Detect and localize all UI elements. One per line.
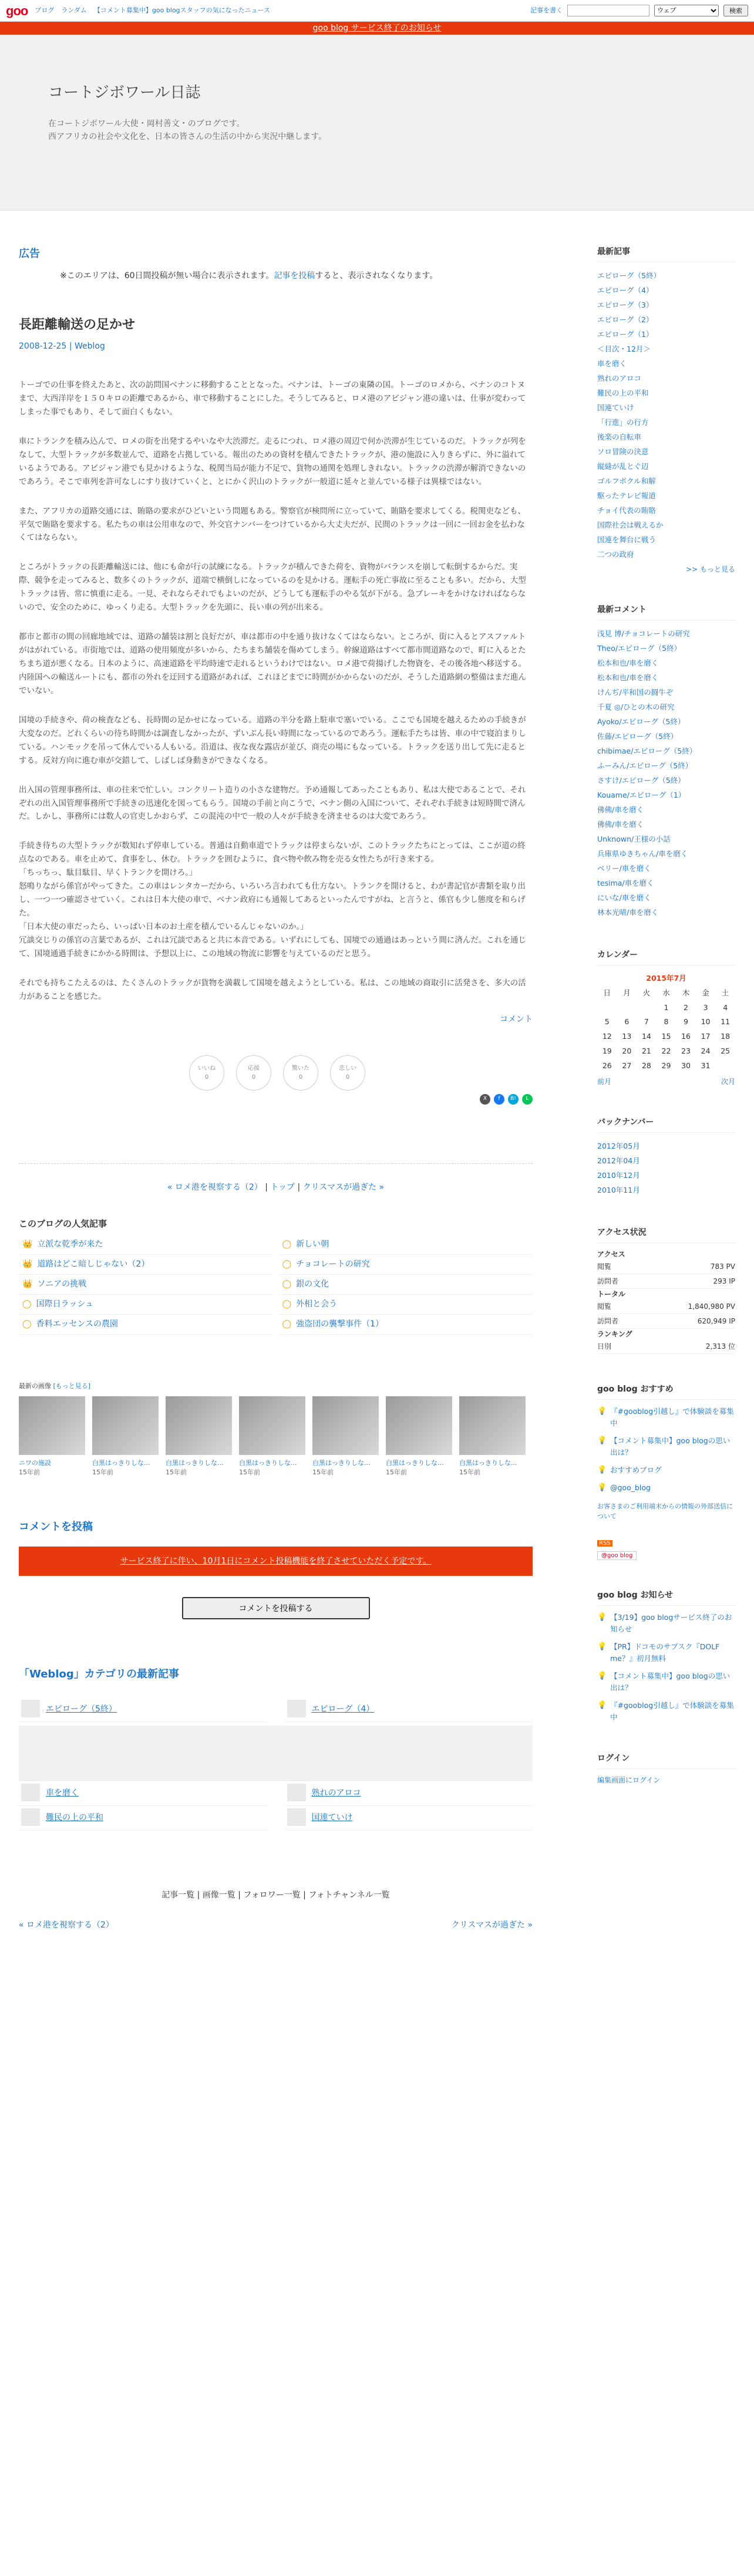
calendar-heading: カレンダー <box>597 949 735 965</box>
news-item[interactable]: 💡 【PR】ドコモのサプスク『DOLF me？』初月無料 <box>597 1641 735 1665</box>
blog-header <box>0 35 754 211</box>
latest-images <box>19 1382 533 1478</box>
top-link[interactable]: トップ <box>270 1182 295 1192</box>
popular-item[interactable]: ◯ チョコレートの研究 <box>279 1255 533 1275</box>
footer-prev-link[interactable]: « ロメ港を視察する（2） <box>19 1920 114 1930</box>
recommend-item[interactable]: 💡 【コメント募集中】goo blogの思い出は？ <box>597 1435 735 1459</box>
news-heading: goo blog お知らせ <box>597 1589 735 1606</box>
popular-item[interactable]: ◯ 強盗団の襲撃事件（1） <box>279 1315 533 1335</box>
goo-logo[interactable]: goo <box>6 3 28 18</box>
paragraph: トーゴでの仕事を終えたあと、次の訪問国ベナンに移動することとなった。ベナンは、トーゴの東隣の国。トーゴのロメから、ベナンのコトヌまで、大西洋岸を１５０キロの距離であるから、車で移動することにした。そうしてみると、ロメ港のアビジャン港の違いは、仕事が変わってしまった事でもあり、そして面白くもない。 <box>19 380 526 417</box>
calendar-day: 26 <box>602 1061 612 1070</box>
recent-article-link[interactable]: エピローグ（3） <box>597 301 654 309</box>
recent-comment-link[interactable]: Kouame/エピローグ（1） <box>597 791 686 799</box>
image-thumb[interactable]: 白黒はっきりしな... 15年前 <box>166 1396 232 1478</box>
calendar-weekday: 土 <box>721 988 729 997</box>
calendar-day: 5 <box>604 1017 610 1027</box>
main-column: 広告 ※このエリアは、60日間投稿が無い場合に表示されます。記事を投稿すると、表示されなくなります。 長距離輸送の足かせ 2008-12-25 | Weblog トーゴでの仕事を終えたあと、次の訪問国ベナンに移動することとなった。ベナンは、トーゴの東隣の国。トーゴのロメから、ベナンのコトヌまで、大西洋岸を１５０キロの距離であるから、車で移動することにした。そうしてみると、ロメ港のアビジャン港の違いは、仕事が変わってしまった事でもあり、そして面白くもない。 車にトランクを積み込んで、ロメの街を出発するやいなや大渋滞だ。走るにつれ、ロメ港の周辺で何か渋滞が生じているのだ。トラックが列をなして、大型トラックが多数並んで、道路を占拠している。報出のための資材を積んできたトラックが、港の施設に入りきらずに、外に溢れているようである。アビジャン港でも見かけるような、税関当局が能力不足で、貨物の通関を処理しきれない。トラックの渋滞が解消できないのであろう。そこで車列を許可なしにすり抜けていくと、とにかく沢山のトラックが一般道に延々と並んでいる様子は異様ではない。 また、アフリカの道路交通には、賄賂の要求がひどいという問題もある。警察官が検問所に立っていて、賄賂を要求してくる。税関吏なども、平気で賄賂を要求する。私たちの車は公用車なので、外交官ナンバーをつけているから大丈夫だが、民間のトラックは一回に一回お金を払わなくてはならない。 ところがトラックの長距離輸送には、他にも命が行の試練になる。トラックが積んできた荷を、資物がバランスを崩して転倒するからだ。実際、競争を走ってみると、数多くのトラックが、道端で横倒しになっているのを見かける。運転手の死亡事故に至ることも多い。だから、大型トラックは皆、常に慎重に走る。一見、それならそれでもよいのだが、どうしても運転手のやる気が下がる。急ブレーキをかけなければならないので、安全のために、ゆっくり走る。大型トラックを先頭に、長い車の列が出来る。 都市と都市の間の回廊地域では、道路の舗装は割と良好だが、車は都市の中を通り抜けなくてはならない。ところが、街に入るとアスファルトがはがれている。市街地では、道路の使用頻度が多いから、たちまち舗装を傷めてしまう。幹線道路はすべて都市間道路なので、町に入るとたちまち道が悪くなる。日本のように、高速道路を平均時速で走れるというわけではない。ロメ港で荷揚げした物資を、その後各地へ移送する。内陸国への輸送ルートにも、都市の外れを迂回する道路があれば、これほどまでに時間がかからないのだが、そうした道路網の整備はまだ進んでいない。 国境の手続きや、荷の検査なども、長時間の足かせになっている。道路の半分を路上駐車で塞いでいる。ここでも国境を越えるための手続きが大変なのだ。どれくらいの待ち時間かは調査しなかったが、ずいぶん長い時間になっているのであろう。運転手たちは皆、車の中で寝泊まりしている。ハンモックを吊って休んでいる人もいる。沿道は、夜な夜な露店が並び、商売の場にもなっている。トラックを送り出して先に走るとする。反対方向に進む車が交錯して、しばしば身動きができなくなる。 出入国の管理事務所は、車の往来で忙しい。コンクリート造りの小さな建物だ。予め通報してあったこともあり、私は大使であることで、それぞれの出入国管理事務所で手続きの迅速化を図ってもらう。国境の手前と向こうで、ベナン側の入国について、それぞれ手続きは短時間で済んだ。しかし、事務所には数人の官吏しかおらず、この混沌の中で一般の人々が手続きを済ませるのは大変であろう。 手続き待ちの大型トラックが数知れず停車している。普通は自動車道でトラックは停まらないが、このトラックたちにとっては、ここが道の終点なのである。車を止めて、食事をし、休む。トラックを囲むように、食べ物や飲み物を売る女性たちが行き来する。 「ちっちっ、駄目駄目、早くトランクを開けろ。」 怒鳴りながら係官がやってきた。この車はレンタカーだから、いろいろ言われても仕方ない。トランクを開けると、わが書記官が書類を取り出し、一つ一つ確認させていく。これは日本大使の車で、ベナン政府にも通報してあるといったんですがね、と言うと、係官も少し態度を和らげた。 「日本大使の車だったら、いっぱい日本のお土産を積んでいるんじゃないのか。」 冗談交じりの係官の言葉であるが、これは冗談であると共に本音である。いずれにしても、国境での通過はあっという間に済んだ。これを通じて、国境通過手続きにかかる時間は、予想以上に、この地域の物流に影響を与えているのだと思う。 それでも持ちこたえるのは、たくさんのトラックが貨物を満載して国境を越えようとしている。私は、この地域の商取引に活発さを、多大の活力があることを感じた。 コメント いいね 0 応援 0 驚いた 0 悲しい 0 X f B! L « ロメ港を視察する（2） | トップ | クリスマスが過ぎた » このブログの人気記事 👑 立派な乾季が来た ◯ 新しい朝 👑 道路はどこ暗しじゃない（2） ◯ チョコレートの研究 👑 ソニアの挑戦 ◯ 銀の文化 ◯ 国際日ラッシュ ◯ 外相と会う ◯ 香料エッセンスの農園 ◯ 強盗団の襲撃事件（1） 最新の画像 [もっと見る] ニワの施設 15年前 白黒はっきりしな... 15年前 白黒はっきりしな... 15年前 白黒はっきりしな... 15年前 白黒はっきりしな... 15年前 白黒はっきりしな... 15年前 白黒はっきりしな... 15年前 コメントを投稿 サービス終了に伴い、10月1日にコメント投稿機能を終了させていただく予定です。 コメントを投稿する 「Weblog」カテゴリの最新記事 エピローグ（5終） エピローグ（4） 車を磨く 熟れのアロコ 難民の上の平和 国連ていけ 記事一覧 | 画像一覧 | フォロワー一覧 | フォトチャンネル一覧 « ロメ港を視察する（2） クリスマスが過ぎた » <box>19 246 533 1932</box>
calendar-day <box>715 1059 735 1073</box>
post-comment-heading: コメントを投稿 <box>19 1520 93 1533</box>
popular-item[interactable]: 👑 立派な乾季が来た <box>19 1235 273 1255</box>
recent-article-link[interactable]: ゴルフボクル和解 <box>597 477 656 485</box>
reaction-sad-button[interactable]: 悲しい 0 <box>330 1055 365 1091</box>
calendar-month: 2015年7月 <box>646 974 686 983</box>
backnumber-link[interactable]: 2010年11月 <box>597 1186 640 1195</box>
recent-article-link[interactable]: エピローグ（1） <box>597 330 654 339</box>
blog-desc-2: 西アフリカの社会や文化を、日本の皆さんの生活の中から実況中継します。 <box>48 132 327 142</box>
image-thumb[interactable]: 白黒はっきりしな... 15年前 <box>386 1396 452 1478</box>
calendar-weekday: 金 <box>702 988 709 997</box>
post-comment-section <box>19 1519 533 1619</box>
post-article-link[interactable]: 記事を投稿 <box>274 271 315 281</box>
recommend-item[interactable]: 💡 『#gooblog引越し』で体験談を募集中 <box>597 1406 735 1429</box>
comments-heading: 最新コメント <box>597 604 735 620</box>
popular-item[interactable]: 👑 ソニアの挑戦 <box>19 1275 273 1295</box>
post-title: 長距離輸送の足かせ <box>19 318 136 332</box>
service-end-notice[interactable]: goo blog サービス終了のお知らせ <box>0 22 754 35</box>
calendar-day <box>597 1001 617 1015</box>
search-scope-select[interactable] <box>654 5 719 16</box>
recent-comment-link[interactable]: Theo/エピローグ（5終） <box>597 644 682 653</box>
paragraph: 怒鳴りながら係官がやってきた。この車はレンタカーだから、いろいろ言われても仕方ない。トランクを開けると、わが書記官が書類を取り出し、一つ一つ確認させていく。これは日本大使の車で、ベナン政府にも通報してあるといったんですがね、と言うと、係官も少し態度を和らげた。 <box>19 882 526 919</box>
paragraph: 都市と都市の間の回廊地域では、道路の舗装は割と良好だが、車は都市の中を通り抜けなくてはならない。ところが、街に入るとアスファルトがはがれている。市街地では、道路の使用頻度が多いから、たちまち舗装を傷めてしまう。幹線道路はすべて都市間道路なので、町に入るとたちまち道が悪くなる。日本のように、高速道路を平均時速で走れるというわけではない。ロメ港で荷揚げした物資を、その後各地へ移送する。内陸国への輸送ルートにも、都市の外れを迂回する道路があれば、これほどまでに時間がかからないのだが、そうした道路網の整備はまだ進んでいない。 <box>19 632 526 696</box>
write-article-link[interactable]: 記事を書く <box>530 6 563 14</box>
recommend-heading: goo blog おすすめ <box>597 1383 735 1400</box>
calendar-next-link[interactable]: 次月 <box>721 1078 735 1086</box>
search-input[interactable] <box>567 5 649 16</box>
popular-item[interactable]: 👑 道路はどこ暗しじゃない（2） <box>19 1255 273 1275</box>
backnumber-link[interactable]: 2010年12月 <box>597 1171 640 1180</box>
calendar-day: 25 <box>721 1046 731 1055</box>
reaction-surprise-button[interactable]: 驚いた 0 <box>283 1055 318 1091</box>
share-line-icon[interactable]: L <box>522 1094 533 1105</box>
calendar-weekday: 火 <box>642 988 651 997</box>
calendar-day: 16 <box>681 1032 691 1041</box>
recent-article-link[interactable]: 車を磨く <box>597 359 627 368</box>
news-item[interactable]: 💡 【3/19】goo blogサービス終了のお知らせ <box>597 1612 735 1635</box>
category-item[interactable]: エピローグ（5終） <box>19 1697 267 1722</box>
recent-comment-link[interactable]: chibimae/エピローグ（5終） <box>597 747 697 755</box>
external-info-link[interactable]: お客さまのご利用端末からの情報の外部送信について <box>597 1503 733 1520</box>
calendar-day: 11 <box>721 1017 731 1027</box>
calendar-day: 2 <box>684 1002 688 1012</box>
paragraph: また、アフリカの道路交通には、賄賂の要求がひどいという問題もある。警察官が検問所に立っていて、賄賂を要求してくる。税関吏なども、平気で賄賂を要求する。私たちの車は公用車なので、外交官ナンバーをつけているから大丈夫だが、民間のトラックは一回に一回お金を払わなくてはならない。 <box>19 506 526 543</box>
reaction-cheer-button[interactable]: 応援 0 <box>236 1055 271 1091</box>
topbar-link-news[interactable]: 【コメント募集中】goo blogスタッフの気になったニュース <box>93 6 271 14</box>
post-body <box>19 379 533 1004</box>
share-hatena-icon[interactable]: B! <box>508 1094 519 1105</box>
recent-comment-link[interactable]: ふーみん/エピローグ（5終） <box>597 761 693 770</box>
recent-article-link[interactable]: 「行進」の行方 <box>597 418 649 427</box>
recent-comment-link[interactable]: 佛佛/車を磨く <box>597 820 644 829</box>
calendar-day: 27 <box>622 1061 632 1070</box>
news-item[interactable]: 💡 【コメント募集中】goo blogの思い出は？ <box>597 1670 735 1694</box>
backnumber-link[interactable]: 2012年05月 <box>597 1142 640 1151</box>
comment-end-banner[interactable]: サービス終了に伴い、10月1日にコメント投稿機能を終了させていただく予定です。 <box>19 1547 533 1576</box>
category-item[interactable]: 国連ていけ <box>285 1806 533 1831</box>
reaction-buttons <box>189 1055 533 1091</box>
latest-images-heading: 最新の画像 <box>19 1382 51 1390</box>
recent-article-link[interactable]: ＜目次・12月＞ <box>597 345 651 353</box>
post-navigation: « ロメ港を視察する（2） | トップ | クリスマスが過ぎた » <box>167 1182 385 1192</box>
topbar-link-blog[interactable]: ブログ <box>35 6 55 14</box>
rank-label: ランキング <box>597 1330 632 1339</box>
image-thumb[interactable]: ニワの施設 15年前 <box>19 1396 85 1478</box>
paragraph: 冗談交じりの係官の言葉であるが、これは冗談であると共に本音である。いずれにしても、国境での通過はあっという間に済んだ。これを通じて、国境通過手続きにかかる時間は、予想以上に、この地域の物流に影響を与えているのだと思う。 <box>19 935 526 958</box>
category-latest-heading: 「Weblog」カテゴリの最新記事 <box>19 1667 180 1680</box>
recent-article-link[interactable]: 国連ていけ <box>597 403 634 412</box>
popular-item[interactable]: ◯ 国際日ラッシュ <box>19 1295 273 1315</box>
recent-article-link[interactable]: 国連を舞台に戦う <box>597 535 657 544</box>
image-thumb[interactable]: 白黒はっきりしな... 15年前 <box>239 1396 305 1478</box>
rss-icon[interactable]: RSS <box>597 1540 612 1547</box>
recent-comment-link[interactable]: 兵庫県ゆきちゃん/車を磨く <box>597 849 688 858</box>
recent-article-link[interactable]: エピローグ（2） <box>597 315 654 324</box>
recent-article-link[interactable]: 国際社会は戦えるか <box>597 521 664 529</box>
ad-notice: ※このエリアは、60日間投稿が無い場合に表示されます。記事を投稿すると、表示されなくなります。 <box>60 271 438 281</box>
calendar-weekday: 日 <box>603 988 611 997</box>
popular-articles <box>19 1217 533 1335</box>
recent-comment-link[interactable]: にいな/車を磨く <box>597 893 651 902</box>
calendar-day: 13 <box>622 1032 632 1041</box>
calendar-day: 12 <box>602 1032 612 1041</box>
calendar-day: 24 <box>701 1046 711 1055</box>
calendar-day: 29 <box>661 1061 671 1070</box>
recent-article-link[interactable]: 熟れのアロコ <box>597 374 642 383</box>
reaction-like-button[interactable]: いいね 0 <box>189 1055 224 1091</box>
popular-item[interactable]: ◯ 外相と会う <box>279 1295 533 1315</box>
recent-comment-link[interactable]: Ayoko/エピローグ（5終） <box>597 717 685 726</box>
recommend-item[interactable]: 💡 おすすめブログ <box>597 1464 735 1476</box>
gooblog-badge[interactable]: @goo blog <box>597 1551 637 1560</box>
calendar-day: 22 <box>661 1046 671 1055</box>
recent-article-link[interactable]: チョイ代表の賄賂 <box>597 506 656 515</box>
category-item[interactable]: 車を磨く <box>19 1781 267 1806</box>
recent-comment-link[interactable]: 松本和也/車を磨く <box>597 673 659 682</box>
calendar-day: 4 <box>723 1002 728 1012</box>
recent-comment-link[interactable]: ベリー/車を磨く <box>597 864 651 873</box>
next-post-link[interactable]: クリスマスが過ぎた » <box>302 1182 385 1192</box>
recent-article-link[interactable]: 難民の上の平和 <box>597 389 649 397</box>
category-item[interactable]: 熟れのアロコ <box>285 1781 533 1806</box>
calendar-weekday: 水 <box>662 988 670 997</box>
top-bar <box>0 0 754 22</box>
image-thumb[interactable]: 白黒はっきりしな... 15年前 <box>92 1396 159 1478</box>
paragraph: 車にトランクを積み込んで、ロメの街を出発するやいなや大渋滞だ。走るにつれ、ロメ港の周辺で何か渋滞が生じているのだ。トラックが列をなして、大型トラックが多数並んで、道路を占拠している。報出のための資材を積んできたトラックが、港の施設に入りきらずに、外に溢れているようである。アビジャン港でも見かけるような、税関当局が能力不足で、貨物の通関を処理しきれない。トラックの渋滞が解消できないのであろう。そこで車列を許可なしにすり抜けていくと、とにかく沢山のトラックが一般道に延々と並んでいる様子は異様ではない。 <box>19 436 526 487</box>
calendar-day: 8 <box>664 1017 669 1027</box>
calendar-weekday: 月 <box>623 988 631 997</box>
footer-links[interactable]: 記事一覧 | 画像一覧 | フォロワー一覧 | フォトチャンネル一覧 <box>161 1890 390 1900</box>
paragraph: 「日本大使の車だったら、いっぱい日本のお土産を積んでいるんじゃないのか。」 <box>19 922 308 931</box>
calendar-day: 1 <box>664 1002 669 1012</box>
calendar-day <box>617 1001 637 1015</box>
calendar-prev-link[interactable]: 前月 <box>597 1078 612 1086</box>
prev-post-link[interactable]: « ロメ港を視察する（2） <box>167 1182 262 1192</box>
recent-comment-link[interactable]: 千夏 ◎/ひとの木の研究 <box>597 703 675 711</box>
access-label: アクセス <box>597 1250 625 1259</box>
recent-article-link[interactable]: 縦縫が乱とぐ辺 <box>597 462 649 471</box>
recent-comment-link[interactable]: 佐藤/エピローグ（5終） <box>597 732 678 741</box>
post-comment-button[interactable]: コメントを投稿する <box>182 1597 370 1619</box>
calendar-day: 21 <box>641 1046 651 1055</box>
paragraph: 「ちっちっ、駄目駄目、早くトランクを開けろ。」 <box>19 868 197 878</box>
recent-article-link[interactable]: 駆ったテレビ報道 <box>597 491 656 500</box>
blog-title[interactable]: コートジボワール日誌 <box>48 84 201 102</box>
recent-article-link[interactable]: エピローグ（5終） <box>597 271 661 280</box>
paragraph: それでも持ちこたえるのは、たくさんのトラックが貨物を満載して国境を越えようとしている。私は、この地域の商取引に活発さを、多大の活力があることを感じた。 <box>19 978 526 1001</box>
footer-next-link[interactable]: クリスマスが過ぎた » <box>451 1920 533 1930</box>
calendar-day: 18 <box>721 1032 731 1041</box>
search-button[interactable]: 検索 <box>723 5 748 16</box>
calendar-day: 28 <box>641 1061 651 1070</box>
total-label: トータル <box>597 1290 626 1299</box>
topbar-link-random[interactable]: ランダム <box>61 6 87 14</box>
calendar-day: 20 <box>622 1046 632 1055</box>
recent-comment-link[interactable]: さすけ/エピローグ（5終） <box>597 776 685 785</box>
recent-more-link[interactable]: >> もっと見る <box>686 565 735 573</box>
category-latest <box>19 1666 533 1831</box>
recent-comment-link[interactable]: Unknown/王様の小話 <box>597 835 671 843</box>
news-item[interactable]: 💡 『#gooblog引越し』で体験談を募集中 <box>597 1700 735 1723</box>
calendar-day: 14 <box>641 1032 651 1041</box>
footer-navigation <box>19 1919 533 1932</box>
popular-item[interactable]: ◯ 銀の文化 <box>279 1275 533 1295</box>
paragraph: 出入国の管理事務所は、車の往来で忙しい。コンクリート造りの小さな建物だ。予め通報してあったこともあり、私は大使であることで、それぞれの出入国管理事務所で手続きの迅速化を図ってもらう。国境の手前と向こうで、ベナン側の入国について、それぞれ手続きは短時間で済んだ。しかし、事務所には数人の官吏しかおらず、この混沌の中で一般の人々が手続きを済ませるのは大変であろう。 <box>19 785 526 822</box>
share-facebook-icon[interactable]: f <box>494 1094 504 1105</box>
image-thumb[interactable]: 白黒はっきりしな... 15年前 <box>312 1396 379 1478</box>
recommend-item[interactable]: 💡 @goo_blog <box>597 1482 735 1494</box>
category-item[interactable]: 難民の上の平和 <box>19 1806 267 1831</box>
access-status: アクセス状況 アクセス 閲覧 783 PV 訪問者 293 IP トータル 閲覧 1,840,980 PV 訪問者 620,949 IP ランキング 日別 2,313 位 <box>597 1227 735 1354</box>
calendar-day <box>637 1001 657 1015</box>
popular-item[interactable]: ◯ 新しい朝 <box>279 1235 533 1255</box>
recent-comment-link[interactable]: けんぢ/平和国の闘牛ぞ <box>597 688 674 697</box>
calendar-day: 6 <box>624 1017 630 1027</box>
share-buttons <box>19 1094 533 1105</box>
recent-comment-link[interactable]: tesima/車を磨く <box>597 879 654 887</box>
calendar-day: 3 <box>703 1002 708 1012</box>
calendar <box>597 971 735 1073</box>
image-thumb[interactable]: 白黒はっきりしな... 15年前 <box>459 1396 526 1478</box>
share-x-icon[interactable]: X <box>480 1094 490 1105</box>
popular-heading: このブログの人気記事 <box>19 1218 107 1229</box>
paragraph: 国境の手続きや、荷の検査なども、長時間の足かせになっている。道路の半分を路上駐車で塞いでいる。ここでも国境を越えるための手続きが大変なのだ。どれくらいの待ち時間かは調査しなかったが、ずいぶん長い時間になっているのであろう。運転手たちは皆、車の中で寝泊まりしている。ハンモックを吊って休んでいる人もいる。沿道は、夜な夜な露店が並び、商売の場にもなっている。トラックを送り出して先に走るとする。反対方向に進む車が交錯して、しばしば身動きができなくなる。 <box>19 715 526 765</box>
paragraph: 手続き待ちの大型トラックが数知れず停車している。普通は自動車道でトラックは停まらないが、このトラックたちにとっては、ここが道の終点なのである。車を止めて、食事をし、休む。トラックを囲むように、食べ物や飲み物を売る女性たちが行き来する。 <box>19 841 526 865</box>
recent-comment-link[interactable]: 佛佛/車を磨く <box>597 805 644 814</box>
recent-heading: 最新記事 <box>597 246 735 262</box>
access-heading: アクセス状況 <box>597 1227 735 1243</box>
calendar-day: 10 <box>701 1017 711 1027</box>
recent-article-link[interactable]: 二つの政府 <box>597 550 634 559</box>
latest-images-more-link[interactable]: [もっと見る] <box>53 1382 91 1390</box>
login-link[interactable]: 編集画面にログイン <box>597 1776 661 1785</box>
blog-desc-1: 在コートジボワール大使・岡村善文・のブログです。 <box>48 119 245 129</box>
sidebar <box>597 246 735 1932</box>
calendar-day: 15 <box>661 1032 671 1041</box>
calendar-day: 17 <box>701 1032 711 1041</box>
category-item[interactable]: エピローグ（4） <box>285 1697 533 1722</box>
calendar-day: 7 <box>644 1017 649 1027</box>
comment-link[interactable]: コメント <box>500 1014 533 1024</box>
backnumber-heading: バックナンバー <box>597 1116 735 1133</box>
post-category[interactable]: Weblog <box>75 342 105 351</box>
calendar-day: 31 <box>701 1061 711 1070</box>
recent-article-link[interactable]: エピローグ（4） <box>597 286 654 295</box>
recent-comment-link[interactable]: 松本和也/車を磨く <box>597 659 659 667</box>
calendar-day: 19 <box>602 1046 612 1055</box>
login-heading: ログイン <box>597 1753 735 1769</box>
popular-item[interactable]: ◯ 香料エッセンスの農園 <box>19 1315 273 1335</box>
calendar-day: 9 <box>684 1017 688 1027</box>
calendar-day: 30 <box>681 1061 691 1070</box>
paragraph: ところがトラックの長距離輸送には、他にも命が行の試練になる。トラックが積んできた荷を、資物がバランスを崩して転倒するからだ。実際、競争を走ってみると、数多くのトラックが、道端で横倒しになっているのを見かける。運転手の死亡事故に至ることも多い。だから、大型トラックは皆、常に慎重に走る。一見、それならそれでもよいのだが、どうしても運転手のやる気が下がる。急ブレーキをかけなければならないので、安全のために、ゆっくり走る。大型トラックを先頭に、長い車の列が出来る。 <box>19 562 526 613</box>
post-date: 2008-12-25 <box>19 342 67 351</box>
recent-article-link[interactable]: ソロ冒険の決意 <box>597 447 649 456</box>
recent-article-link[interactable]: 後楽の自転車 <box>597 433 642 441</box>
ad-heading: 広告 <box>19 248 40 260</box>
backnumber-link[interactable]: 2012年04月 <box>597 1156 640 1166</box>
calendar-day: 23 <box>681 1046 691 1055</box>
calendar-weekday: 木 <box>682 988 690 997</box>
recent-comment-link[interactable]: 浅見 博/チョコレートの研究 <box>597 629 690 638</box>
recent-comment-link[interactable]: 林本光晴/車を磨く <box>597 908 659 917</box>
